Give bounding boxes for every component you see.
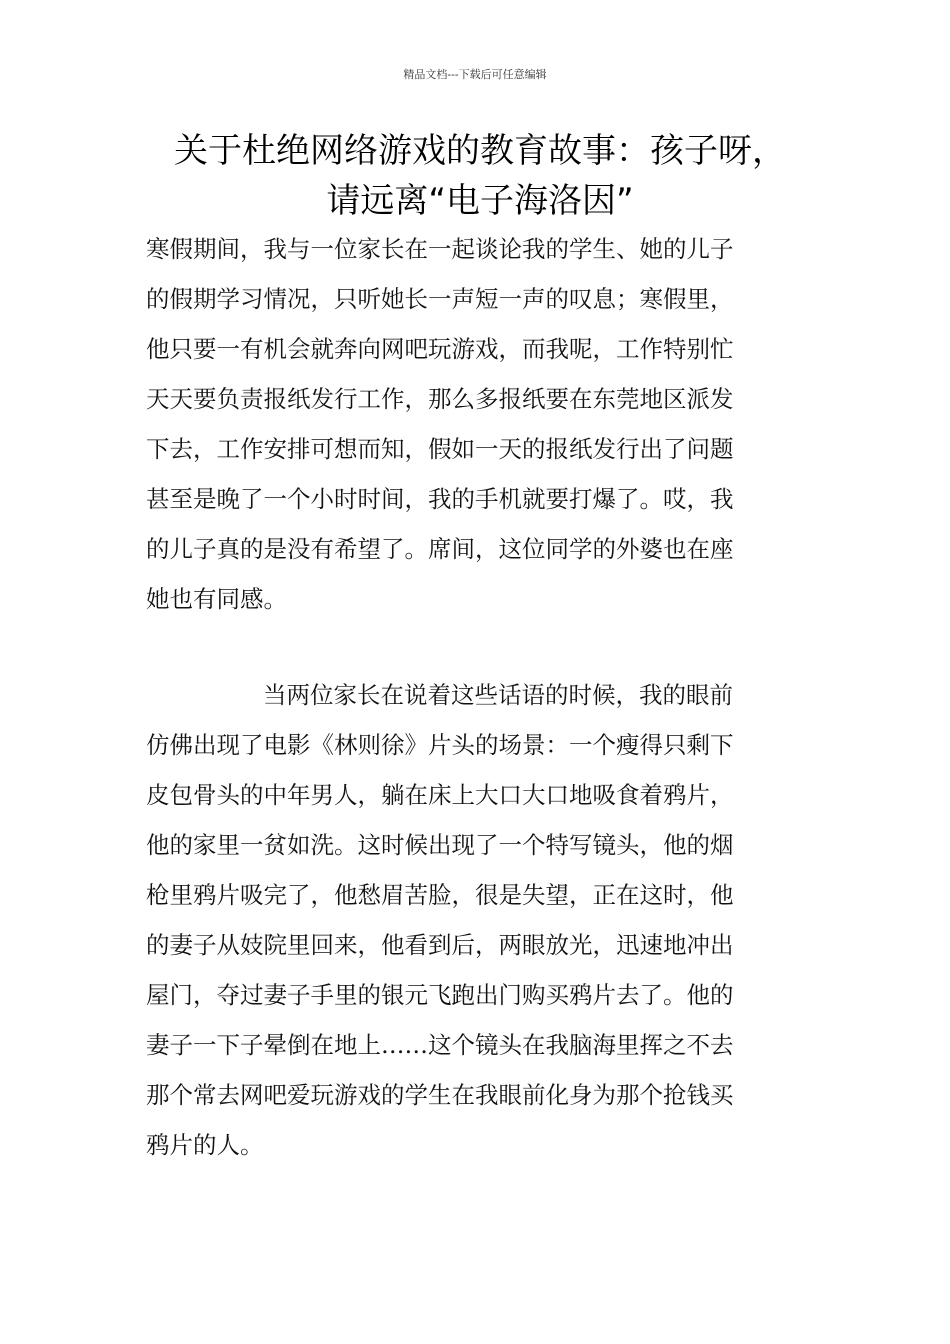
title-line: 关于杜绝网络游戏的教育故事：孩子呀， (174, 131, 786, 171)
text-line: 的妻子从妓院里回来，他看到后，两眼放光，迅速地冲出 (146, 931, 734, 959)
title-line: 请远离“电子海洛因” (326, 181, 634, 221)
text-line: 鸦片的人。 (146, 1131, 264, 1159)
text-line: 枪里鸦片吸完了，他愁眉苦脸，很是失望，正在这时，他 (146, 881, 734, 909)
text-line: 屋门，夺过妻子手里的银元飞跑出门购买鸦片去了。他的 (146, 981, 734, 1009)
text-line: 妻子一下子晕倒在地上……这个镜头在我脑海里挥之不去 (146, 1031, 734, 1059)
text-line: 那个常去网吧爱玩游戏的学生在我眼前化身为那个抢钱买 (146, 1081, 734, 1109)
text-line: 的假期学习情况，只听她长一声短一声的叹息；寒假里， (146, 285, 734, 313)
text-line: 她也有同感。 (146, 585, 287, 613)
header-note: 精品文档---下载后可任意编辑 (403, 68, 547, 81)
paragraph-1 (146, 224, 816, 624)
text-line: 仿佛出现了电影《林则徐》片头的场景：一个瘦得只剩下 (146, 731, 734, 759)
text-line: 天天要负责报纸发行工作，那么多报纸要在东莞地区派发 (146, 385, 734, 413)
text-line: 当两位家长在说着这些话语的时候，我的眼前 (263, 681, 733, 709)
text-line: 下去，工作安排可想而知，假如一天的报纸发行出了问题 (146, 435, 734, 463)
document-title (140, 126, 820, 226)
text-line: 他的家里一贫如洗。这时候出现了一个特写镜头，他的烟 (146, 831, 734, 859)
text-line: 的儿子真的是没有希望了。席间，这位同学的外婆也在座 (146, 535, 734, 563)
text-line: 他只要一有机会就奔向网吧玩游戏，而我呢，工作特别忙 (146, 335, 734, 363)
text-line: 寒假期间，我与一位家长在一起谈论我的学生、她的儿子 (146, 235, 734, 263)
paragraph-2 (146, 670, 816, 1170)
text-line: 皮包骨头的中年男人，躺在床上大口大口地吸食着鸦片， (146, 781, 734, 809)
text-line: 甚至是晚了一个小时时间，我的手机就要打爆了。哎，我 (146, 485, 734, 513)
